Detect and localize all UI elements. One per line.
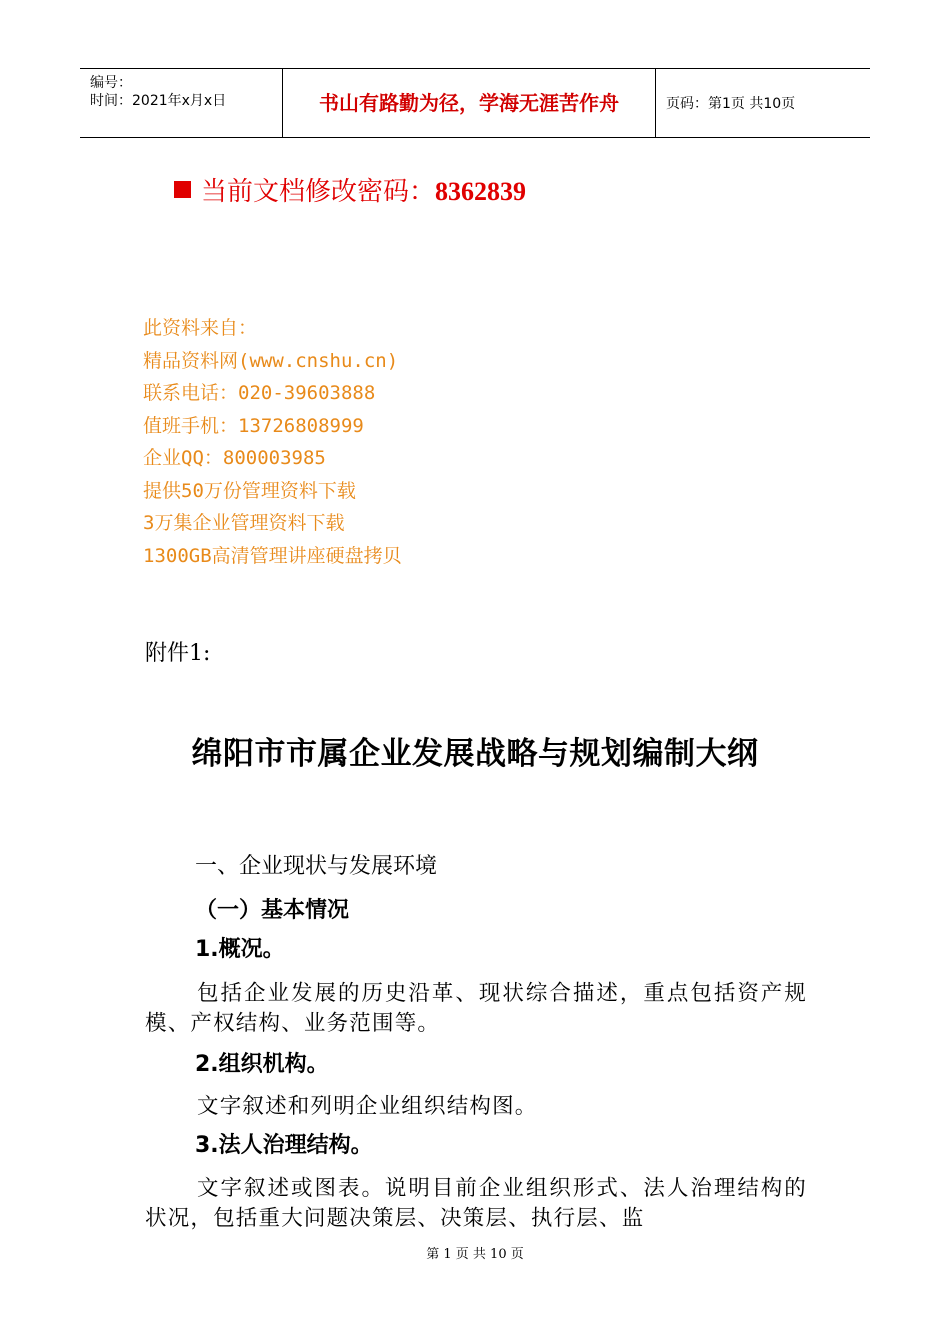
source-line: 值班手机：13726808999 [143,414,364,437]
password-label: 当前文档修改密码： [201,177,436,207]
password-code: 8362839 [435,177,527,206]
item-heading: 3.法人治理结构。 [195,1133,373,1158]
source-line: 1300GB高清管理讲座硬盘拷贝 [143,544,402,567]
subsection-heading: （一）基本情况 [195,898,350,923]
header-meta-cell [80,69,283,137]
item-heading: 1.概况。 [195,937,285,962]
page-header-table [80,68,870,138]
item-paragraph: 文字叙述和列明企业组织结构图。 [197,1094,538,1119]
source-line: 提供50万份管理资料下载 [143,479,356,502]
source-line: 3万集企业管理资料下载 [143,512,345,534]
source-line: 此资料来自： [143,317,258,339]
red-square-bullet-icon [174,181,191,198]
page-info: 页码：第1页 共10页 [666,96,796,112]
motto-text: 书山有路勤为径，学海无涯苦作舟 [319,91,619,115]
header-motto-cell [283,69,656,137]
item-heading: 2.组织机构。 [195,1052,329,1077]
header-page-cell [656,69,870,137]
item-paragraph: 文字叙述或图表。说明目前企业组织形式、法人治理结构的状况，包括重大问题决策层、决策层、执行层、监 [145,1176,807,1231]
item-paragraph: 包括企业发展的历史沿革、现状综合描述，重点包括资产规模、产权结构、业务范围等。 [145,981,807,1036]
document-title: 绵阳市市属企业发展战略与规划编制大纲 [191,736,759,772]
page-footer: 第 1 页 共 10 页 [426,1247,524,1262]
number-label: 编号： [90,75,132,91]
source-line: 企业QQ：800003985 [143,447,326,469]
attachment-label: 附件1: [145,641,211,666]
source-info-block [143,312,402,572]
section-heading: 一、企业现状与发展环境 [195,854,438,879]
password-notice [174,175,526,209]
source-line: 联系电话：020-39603888 [143,382,376,404]
time-label: 时间：2021年x月x日 [90,93,227,109]
source-line: 精品资料网(www.cnshu.cn) [143,349,399,372]
